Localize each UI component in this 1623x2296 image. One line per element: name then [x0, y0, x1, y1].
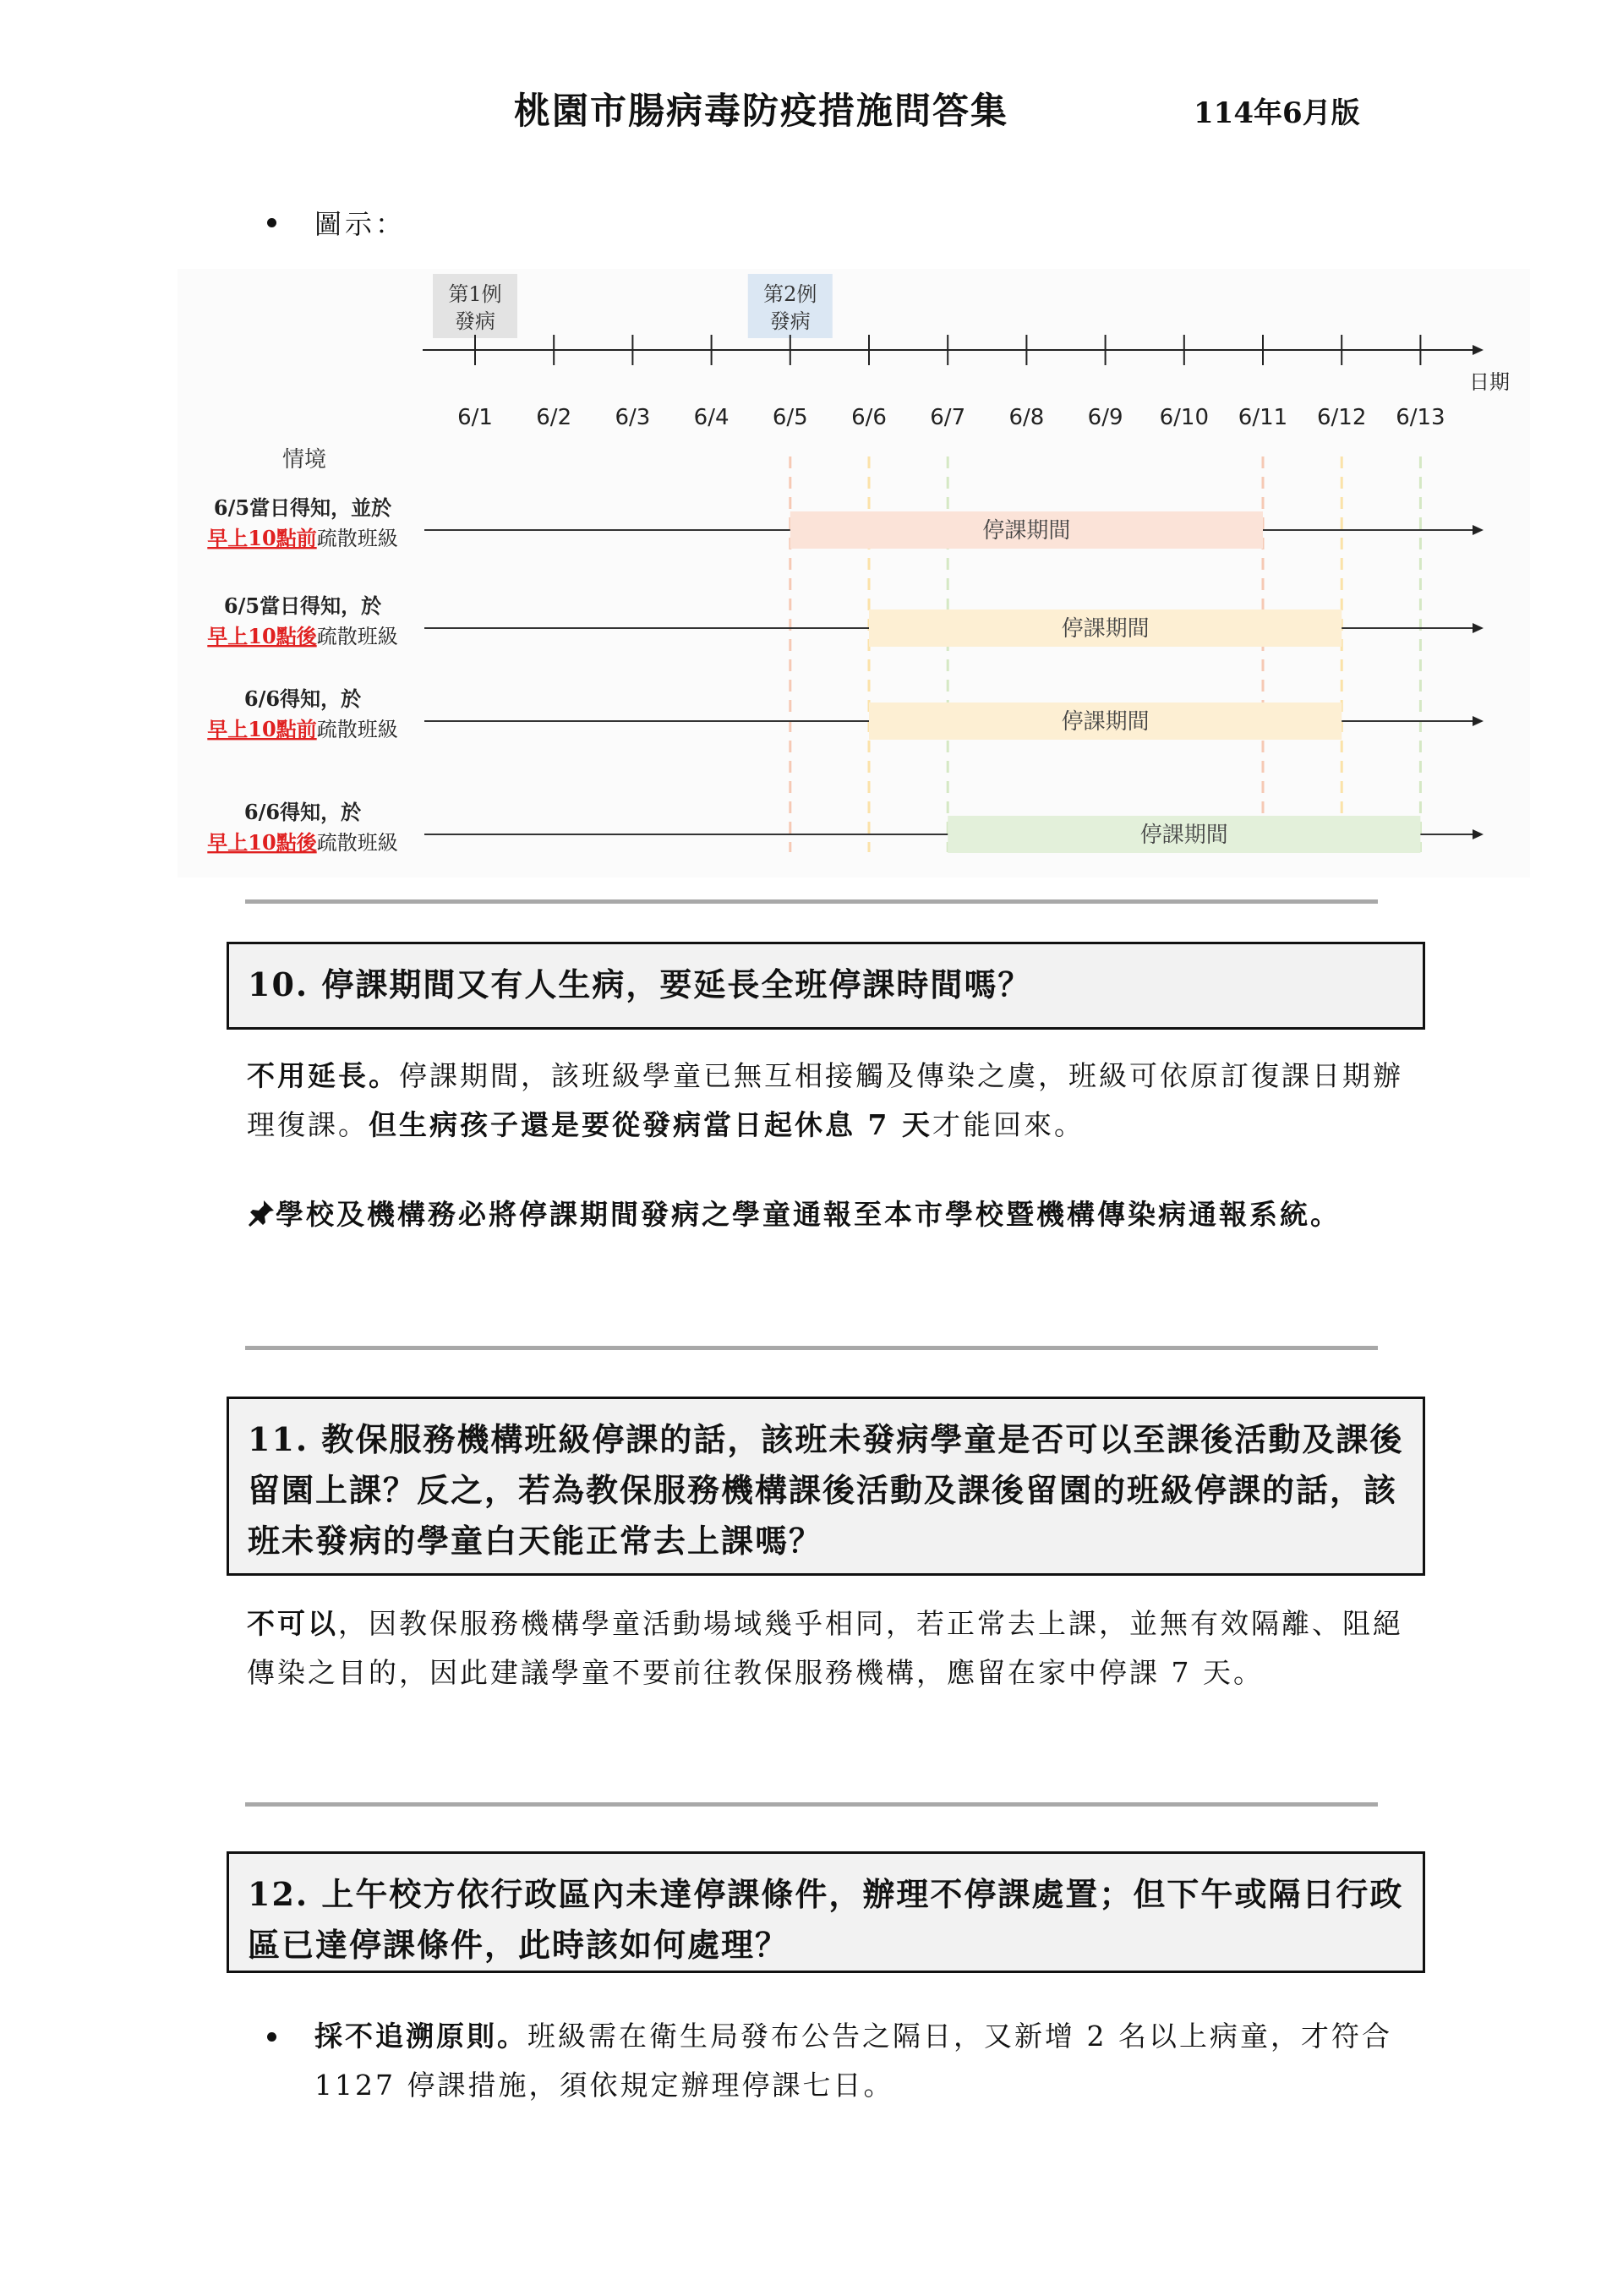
scenario-label-rest: 疏散班級: [316, 718, 398, 741]
answer-10-text: 停課期間，該班級學童已無互相接觸及傳染之虞，班級可依原訂復課日期辦理復課。: [247, 1059, 1403, 1141]
suspension-period-label: 停課期間: [1061, 709, 1150, 735]
answer-10-text-2: 才能回來。: [932, 1108, 1085, 1141]
date-tick-label: 6/10: [1159, 405, 1209, 430]
section-divider: [245, 1346, 1378, 1350]
scenario-time-highlight: 早上10點後: [207, 624, 317, 648]
question-11-box: [227, 1397, 1425, 1576]
answer-10-emphasis: 不用延長。: [247, 1059, 399, 1092]
suspension-period-label: 停課期間: [1061, 616, 1150, 642]
section-divider: [245, 899, 1378, 904]
section-divider: [245, 1802, 1378, 1807]
question-12-box: [227, 1851, 1425, 1973]
date-tick-label: 6/9: [1087, 405, 1123, 430]
bullet-icon: [267, 2032, 276, 2042]
diagram-background: [178, 269, 1530, 877]
question-12-text: 12. 上午校方依行政區內未達停課條件，辦理不停課處置；但下午或隔日行政區已達停課條件，此時該如何處理？: [248, 1875, 1404, 1964]
scenario-label-line2: [207, 526, 397, 550]
scenario-label-line1: 6/6得知，於: [243, 686, 362, 711]
suspension-timeline-diagram: [178, 269, 1530, 877]
answer-11-text: ，因教保服務機構學童活動場域幾乎相同，若正常去上課，並無有效隔離、阻絕傳染之目的，因此建議學童不要前往教保服務機構，應留在家中停課 7 天。: [247, 1607, 1403, 1689]
figure-label: 圖示：: [314, 208, 407, 240]
answer-11: [247, 1599, 1413, 1697]
case-label-line2: 發病: [769, 309, 811, 333]
scenario-label-line1: 6/5當日得知，並於: [213, 495, 392, 520]
suspension-period-label: 停課期間: [982, 518, 1071, 544]
date-tick-label: 6/13: [1396, 405, 1445, 430]
answer-10-note: [247, 1190, 1413, 1239]
scenario-header: 情境: [281, 447, 327, 473]
scenario-label-rest: 疏散班級: [316, 625, 398, 648]
pushpin-icon: [247, 1199, 276, 1227]
suspension-period-label: 停課期間: [1139, 823, 1228, 848]
scenario-label-rest: 疏散班級: [316, 831, 398, 855]
question-10-box: [227, 942, 1425, 1030]
answer-10-note-text: 學校及機構務必將停課期間發病之學童通報至本市學校暨機構傳染病通報系統。: [276, 1198, 1341, 1231]
question-10-text: 10. 停課期間又有人生病，要延長全班停課時間嗎？: [248, 965, 1032, 1003]
document-version: 114年6月版: [1194, 96, 1360, 130]
date-tick-label: 6/11: [1238, 405, 1288, 430]
date-tick-label: 6/8: [1008, 405, 1045, 430]
answer-10: [247, 1052, 1413, 1150]
case-label-line1: 第2例: [763, 282, 817, 306]
answer-12-emphasis: 採不追溯原則。: [314, 2020, 527, 2053]
scenario-label-line1: 6/6得知，於: [243, 800, 362, 824]
date-tick-label: 6/6: [851, 405, 887, 430]
scenario-time-highlight: 早上10點前: [207, 717, 317, 741]
date-tick-label: 6/4: [693, 405, 730, 430]
question-11-text: 11. 教保服務機構班級停課的話，該班未發病學童是否可以至課後活動及課後留園上課？反之，若為教保服務機構課後活動及課後留園的班級停課的話，該班未發病的學童白天能正常去上課嗎？: [248, 1420, 1404, 1560]
case-label-line1: 第1例: [448, 282, 502, 306]
date-tick-label: 6/1: [457, 405, 493, 430]
scenario-label-line1: 6/5當日得知，於: [223, 593, 382, 618]
date-tick-label: 6/5: [772, 405, 808, 430]
case-label-line2: 發病: [455, 309, 495, 333]
date-tick-label: 6/2: [536, 405, 572, 430]
date-tick-label: 6/3: [615, 405, 651, 430]
date-tick-label: 6/7: [930, 405, 966, 430]
answer-12-text: 班級需在衛生局發布公告之隔日，又新增 2 名以上病童，才符合 1127 停課措施，須依規定辦理停課七日。: [314, 2020, 1392, 2102]
scenario-label-rest: 疏散班級: [316, 527, 398, 550]
document-title: 桃園市腸病毒防疫措施問答集: [514, 90, 1008, 133]
axis-label: 日期: [1469, 370, 1510, 394]
date-tick-label: 6/12: [1317, 405, 1367, 430]
scenario-time-highlight: 早上10點後: [207, 830, 317, 855]
scenario-label-line2: [207, 830, 397, 855]
answer-10-emphasis-2: 但生病孩子還是要從發病當日起休息 7 天: [369, 1108, 932, 1141]
scenario-time-highlight: 早上10點前: [207, 526, 317, 550]
answer-12: [314, 2012, 1413, 2110]
scenario-label-line2: [207, 624, 397, 648]
scenario-label-line2: [207, 717, 397, 741]
answer-11-emphasis: 不可以: [247, 1607, 338, 1640]
bullet-icon: [267, 218, 276, 227]
